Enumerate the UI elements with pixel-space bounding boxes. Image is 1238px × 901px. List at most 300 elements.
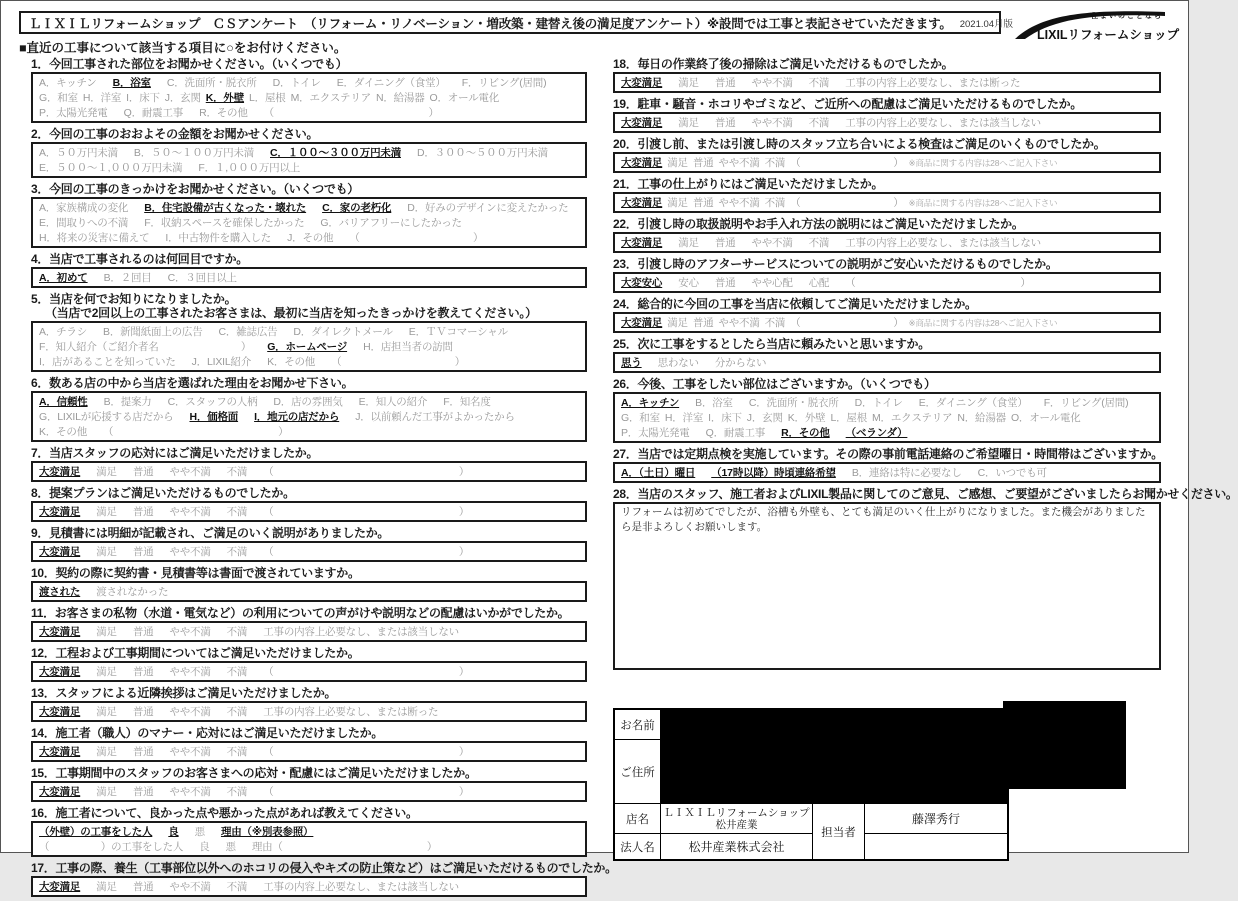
- option[interactable]: 分からない: [714, 357, 767, 369]
- option[interactable]: C．洗面所・脱衣所: [166, 77, 257, 89]
- question: [613, 217, 1161, 253]
- option-line: [39, 584, 579, 599]
- option-selected[interactable]: A．キッチン: [621, 397, 680, 409]
- question: [31, 861, 617, 897]
- option[interactable]: I．床下: [708, 412, 742, 424]
- option[interactable]: 普通: [132, 746, 154, 758]
- option[interactable]: K．その他: [267, 356, 316, 368]
- option[interactable]: やや不満: [169, 786, 211, 798]
- option[interactable]: やや不満: [169, 666, 211, 678]
- option[interactable]: J．玄関: [164, 92, 201, 104]
- lixil-logo: [1013, 9, 1180, 47]
- answer-box: [613, 152, 1161, 173]
- option-line: [621, 315, 1153, 330]
- option[interactable]: 不満: [226, 786, 248, 798]
- option-selected[interactable]: 思う: [621, 357, 642, 369]
- option-selected[interactable]: 大変満足: [39, 466, 81, 478]
- option-selected[interactable]: 大変満足: [39, 706, 81, 718]
- option-selected[interactable]: A．信頼性: [39, 396, 88, 408]
- answer-box: [31, 267, 587, 288]
- option[interactable]: 思わない: [657, 357, 699, 369]
- option[interactable]: E．ダイニング（食堂）: [336, 77, 446, 89]
- option[interactable]: 安心: [678, 277, 699, 289]
- question-title: 25．次に工事をするとしたら当店に頼みたいと思いますか。: [613, 337, 930, 351]
- option[interactable]: やや不満: [169, 706, 211, 718]
- option[interactable]: I．床下: [126, 92, 160, 104]
- corp-label: 法人名: [615, 834, 661, 859]
- option[interactable]: A．チラシ: [39, 326, 88, 338]
- option[interactable]: やや心配: [751, 277, 793, 289]
- option[interactable]: B．５０～１００万円未満: [133, 147, 255, 159]
- option[interactable]: 満足: [667, 317, 688, 329]
- option[interactable]: 普通: [132, 706, 154, 718]
- option[interactable]: やや不満: [751, 237, 793, 249]
- option[interactable]: 工事の内容上必要なし、または断った: [845, 77, 1021, 89]
- option-line: [621, 395, 1153, 410]
- option[interactable]: J．以前頼んだ工事がよかったから: [355, 411, 515, 423]
- option[interactable]: F．リビング(居間): [461, 77, 547, 89]
- info-table: [613, 708, 1009, 861]
- option[interactable]: 普通: [132, 666, 154, 678]
- question: [31, 566, 587, 602]
- question-title: 19．駐車・騒音・ホコリやゴミなど、ご近所への配慮はご満足いただけるものでしたか。: [613, 97, 1083, 111]
- name-label: お名前: [615, 710, 661, 740]
- option-line: [621, 355, 1153, 370]
- option-line: [621, 115, 1153, 130]
- question-title: 2．今回の工事のおおよその金額をお聞かせください。: [31, 127, 319, 141]
- option-note: ※商品に関する内容は28へご記入下さい: [908, 198, 1058, 208]
- option-selected[interactable]: 大変満足: [39, 506, 81, 518]
- version-label: 2021.04月版: [959, 18, 1014, 30]
- option[interactable]: H．洋室: [82, 92, 122, 104]
- option[interactable]: 工事の内容上必要なし、または該当しない: [845, 117, 1041, 129]
- option-selected[interactable]: 大変安心: [621, 277, 663, 289]
- option[interactable]: 普通: [132, 881, 154, 893]
- option[interactable]: やや不満: [718, 197, 760, 209]
- option-selected[interactable]: 渡された: [39, 586, 81, 598]
- question: [613, 337, 1161, 373]
- option[interactable]: 普通: [132, 506, 154, 518]
- option[interactable]: 普通: [714, 237, 736, 249]
- option-line: [621, 195, 1153, 210]
- option-selected[interactable]: H．価格面: [189, 411, 239, 423]
- option[interactable]: Q．耐震工事: [123, 107, 184, 119]
- option[interactable]: （ ）: [790, 157, 904, 169]
- option-line: [621, 410, 1153, 425]
- option[interactable]: やや不満: [718, 317, 760, 329]
- option-line: [621, 425, 1153, 440]
- option[interactable]: （ ）: [103, 426, 289, 438]
- option[interactable]: 渡されなかった: [96, 586, 169, 598]
- answer-box: [613, 312, 1161, 333]
- option[interactable]: やや不満: [751, 117, 793, 129]
- option[interactable]: 不満: [226, 466, 248, 478]
- option[interactable]: （ ）: [331, 356, 466, 368]
- option[interactable]: B．浴室: [695, 397, 733, 409]
- option[interactable]: B．提案力: [103, 396, 152, 408]
- option[interactable]: 満足: [678, 117, 699, 129]
- option[interactable]: E．５００～１,０００万円未満: [39, 162, 183, 174]
- option-line: [39, 105, 579, 120]
- option[interactable]: Q．耐震工事: [705, 427, 766, 439]
- option[interactable]: 満足: [96, 666, 117, 678]
- option-line: [39, 75, 579, 90]
- answer-box: [613, 72, 1161, 93]
- option[interactable]: 満足: [96, 546, 117, 558]
- option[interactable]: （ ）: [263, 786, 470, 798]
- option[interactable]: 不満: [226, 666, 248, 678]
- option[interactable]: K．外壁: [787, 412, 826, 424]
- option[interactable]: やや不満: [169, 746, 211, 758]
- question: [613, 447, 1161, 483]
- option[interactable]: H．店担当者の訪問: [363, 341, 453, 353]
- option[interactable]: （ ）: [790, 197, 904, 209]
- option[interactable]: 満足: [96, 746, 117, 758]
- answer-box: [613, 392, 1161, 443]
- option[interactable]: 工事の内容上必要なし、または該当しない: [263, 881, 459, 893]
- question: [31, 726, 587, 762]
- option-line: [39, 324, 579, 339]
- option[interactable]: O．オール電化: [429, 92, 500, 104]
- question: [613, 57, 1161, 93]
- option[interactable]: C．いつでも可: [977, 467, 1047, 479]
- redacted-name-value: [661, 710, 1007, 740]
- option[interactable]: 工事の内容上必要なし、または該当しない: [263, 626, 459, 638]
- option[interactable]: 満足: [96, 706, 117, 718]
- option-selected[interactable]: A．初めて: [39, 272, 88, 284]
- answer-box: [31, 72, 587, 123]
- option[interactable]: （ ）: [263, 666, 470, 678]
- question-title: 17．工事の際、養生（工事部位以外へのホコリの侵入やキズの防止策など）はご満足いただけるものでしたか。: [31, 861, 617, 875]
- question-title: 24．総合的に今回の工事を当店に依頼してご満足いただけましたか。: [613, 297, 977, 311]
- question-title: 1．今回工事された部位をお聞かせください。（いくつでも）: [31, 57, 348, 71]
- option-line: [39, 409, 579, 424]
- option[interactable]: 満足: [96, 506, 117, 518]
- option[interactable]: D．好みのデザインに変えたかった: [407, 202, 569, 214]
- option[interactable]: 普通: [132, 466, 154, 478]
- option-selected[interactable]: 大変満足: [39, 546, 81, 558]
- option[interactable]: 不満: [808, 237, 830, 249]
- answer-box: [31, 876, 587, 897]
- option[interactable]: H．将来の災害に備えて: [39, 232, 150, 244]
- option[interactable]: やや不満: [169, 506, 211, 518]
- option[interactable]: I．店があることを知っていた: [39, 356, 176, 368]
- section-heading: ■直近の工事について該当する項目に○をお付けください。: [19, 41, 347, 55]
- option[interactable]: E．知人の紹介: [358, 396, 428, 408]
- option[interactable]: （ ）: [263, 746, 470, 758]
- question: [31, 486, 587, 522]
- option-selected[interactable]: 大変満足: [621, 157, 663, 169]
- question-title: 13．スタッフによる近隣挨拶はご満足いただけましたか。: [31, 686, 337, 700]
- option-line: [39, 624, 579, 639]
- option[interactable]: （ ）: [790, 317, 904, 329]
- option[interactable]: B．２回目: [103, 272, 152, 284]
- answer-box: [613, 502, 1161, 670]
- option[interactable]: 心配: [808, 277, 830, 289]
- question-title: 26．今後、工事をしたい部位はございますか。（いくつでも）: [613, 377, 936, 391]
- question-title: 4．当店で工事されるのは何回目ですか。: [31, 252, 248, 266]
- option[interactable]: 不満: [764, 197, 786, 209]
- option[interactable]: 不満: [808, 117, 830, 129]
- question-title: 28．当店のスタッフ、施工者およびLIXIL製品に関してのご意見、ご感想、ご要望がございましたらお聞かせください。: [613, 487, 1238, 501]
- option[interactable]: 普通: [132, 626, 154, 638]
- option[interactable]: M．エクステリア: [290, 92, 371, 104]
- option[interactable]: L．屋根: [830, 412, 868, 424]
- option-selected[interactable]: （ベランダ）: [845, 427, 908, 439]
- option[interactable]: 満足: [96, 881, 117, 893]
- option[interactable]: 普通: [692, 197, 714, 209]
- option[interactable]: G．バリアフリーにしたかった: [320, 217, 462, 229]
- question-title: 16．施工者について、良かった点や悪かった点があれば教えてください。: [31, 806, 418, 820]
- option[interactable]: （ ）: [263, 506, 470, 518]
- question: [31, 57, 587, 123]
- option[interactable]: J．その他: [287, 232, 334, 244]
- option[interactable]: 不満: [226, 546, 248, 558]
- option[interactable]: 普通: [132, 546, 154, 558]
- option-selected[interactable]: 大変満足: [621, 77, 663, 89]
- option-line: [39, 784, 579, 799]
- option[interactable]: C．雑誌広告: [218, 326, 278, 338]
- option[interactable]: 満足: [96, 626, 117, 638]
- option[interactable]: N．給湯器: [375, 92, 425, 104]
- option-selected[interactable]: B．住宅設備が古くなった・壊れた: [144, 202, 307, 214]
- question-title: 23．引渡し時のアフターサービスについての説明がご安心いただけるものでしたか。: [613, 257, 1058, 271]
- option[interactable]: 悪: [225, 841, 236, 853]
- question-title: 6．数ある店の中から当店を選ばれた理由をお聞かせ下さい。: [31, 376, 354, 390]
- option-selected[interactable]: 大変満足: [621, 317, 663, 329]
- option[interactable]: 普通: [692, 157, 714, 169]
- option-line: [621, 235, 1153, 250]
- option-line: [621, 75, 1153, 90]
- option-line: [39, 339, 579, 354]
- option[interactable]: やや不満: [169, 881, 211, 893]
- question-title: 3．今回の工事のきっかけをお聞かせください。（いくつでも）: [31, 182, 359, 196]
- option[interactable]: B．新聞紙面上の広告: [103, 326, 203, 338]
- option-selected[interactable]: B．浴室: [112, 77, 151, 89]
- option[interactable]: A．キッチン: [39, 77, 97, 89]
- option[interactable]: 満足: [678, 77, 699, 89]
- option[interactable]: やや不満: [718, 157, 760, 169]
- option[interactable]: 普通: [714, 277, 736, 289]
- question: [613, 377, 1161, 443]
- option[interactable]: （ ）: [263, 107, 439, 119]
- question: [31, 806, 587, 857]
- option[interactable]: やや不満: [169, 466, 211, 478]
- option[interactable]: D．トイレ: [854, 397, 903, 409]
- option[interactable]: 満足: [667, 197, 688, 209]
- answer-box: [31, 701, 587, 722]
- option-selected[interactable]: 大変満足: [39, 786, 81, 798]
- option[interactable]: C．スタッフの人柄: [167, 396, 258, 408]
- option-selected[interactable]: 良: [168, 826, 179, 838]
- option[interactable]: 満足: [678, 237, 699, 249]
- option-line: [39, 504, 579, 519]
- option[interactable]: 満足: [96, 786, 117, 798]
- option[interactable]: R．その他: [199, 107, 248, 119]
- option[interactable]: E．間取りへの不満: [39, 217, 129, 229]
- option-line: [39, 664, 579, 679]
- question: [31, 127, 587, 178]
- option[interactable]: I．中古物件を購入した: [165, 232, 272, 244]
- option[interactable]: （ ）: [845, 277, 1031, 289]
- option[interactable]: P．太陽光発電: [621, 427, 690, 439]
- option-line: [621, 155, 1153, 170]
- option[interactable]: 不満: [226, 506, 248, 518]
- answer-box: [31, 741, 587, 762]
- option[interactable]: 普通: [132, 786, 154, 798]
- option[interactable]: F．１,０００万円以上: [198, 162, 301, 174]
- option[interactable]: 不満: [226, 706, 248, 718]
- option[interactable]: 良: [199, 841, 210, 853]
- option[interactable]: B．連絡は特に必要なし: [851, 467, 962, 479]
- option-selected[interactable]: I．地元の店だから: [254, 411, 340, 423]
- option[interactable]: やや不満: [169, 626, 211, 638]
- option[interactable]: 工事の内容上必要なし、または該当しない: [845, 237, 1041, 249]
- option-selected[interactable]: 大変満足: [621, 237, 663, 249]
- option[interactable]: 不満: [808, 77, 830, 89]
- option-selected[interactable]: 理由（※別表参照）: [220, 826, 314, 838]
- option[interactable]: K．その他: [39, 426, 88, 438]
- option-selected[interactable]: C．家の老朽化: [322, 202, 392, 214]
- option-selected[interactable]: G．ホームページ: [267, 341, 348, 353]
- answer-box: [31, 821, 587, 857]
- question-title: 20．引渡し前、または引渡し時のスタッフ立ち合いによる検査はご満足のいくものでしたか。: [613, 137, 1106, 151]
- option-line: [621, 275, 1153, 290]
- option-line: [39, 230, 579, 245]
- question-title: 12．工程および工事期間についてはご満足いただけましたか。: [31, 646, 360, 660]
- question-title: 10．契約の際に契約書・見積書等は書面で渡されていますか。: [31, 566, 360, 580]
- option[interactable]: A．５０万円未満: [39, 147, 118, 159]
- option-selected[interactable]: 大変満足: [39, 881, 81, 893]
- option-line: [39, 744, 579, 759]
- logo-tagline: 住まいのことなら: [1091, 13, 1163, 20]
- option-note: ※商品に関する内容は28へご記入下さい: [908, 158, 1058, 168]
- question: [31, 252, 587, 288]
- option[interactable]: F．収納スペースを確保したかった: [144, 217, 305, 229]
- option[interactable]: F．リビング(居間): [1043, 397, 1129, 409]
- option-selected[interactable]: （17時以降）時頃連絡希望: [711, 467, 836, 479]
- option[interactable]: 不満: [226, 881, 248, 893]
- question: [613, 97, 1161, 133]
- answer-box: [31, 391, 587, 442]
- option[interactable]: D．店の雰囲気: [273, 396, 343, 408]
- store-value-line2: 松井産業: [715, 818, 758, 831]
- option[interactable]: P．太陽光発電: [39, 107, 108, 119]
- answer-box: [31, 142, 587, 178]
- option[interactable]: D．トイレ: [272, 77, 321, 89]
- option[interactable]: 不満: [764, 157, 786, 169]
- option[interactable]: M．エクステリア: [872, 412, 953, 424]
- option[interactable]: やや不満: [751, 77, 793, 89]
- option[interactable]: N．給湯器: [957, 412, 1006, 424]
- option[interactable]: A．家族構成の変化: [39, 202, 129, 214]
- form-title: ＬＩＸＩＬリフォームショップ ＣＳアンケート （リフォーム・リノベーション・増改築・建替え後の満足度アンケート）※設問では工事と表記させていただきます。: [29, 16, 952, 31]
- option-line: [39, 90, 579, 105]
- option-selected[interactable]: C．１００～３００万円未満: [270, 147, 401, 159]
- question: [31, 292, 587, 372]
- option-line: [39, 424, 579, 439]
- question: [31, 526, 587, 562]
- question-title: 15．工事期間中のスタッフのお客さまへの応対・配慮にはご満足いただけましたか。: [31, 766, 477, 780]
- redacted-address-value: [661, 740, 1007, 804]
- option[interactable]: E．ＴＶコマーシャル: [408, 326, 508, 338]
- option[interactable]: C．洗面所・脱衣所: [748, 397, 839, 409]
- question: [31, 646, 587, 682]
- question-title: 22．引渡し時の取扱説明やお手入れ方法の説明にはご満足いただけましたか。: [613, 217, 1024, 231]
- option-selected[interactable]: 大変満足: [39, 746, 81, 758]
- option-line: [39, 394, 579, 409]
- option[interactable]: D．３００～５００万円未満: [417, 147, 548, 159]
- form-title-box: [19, 11, 1014, 34]
- left-column: [31, 57, 617, 901]
- option[interactable]: （ ）の工事をした人: [39, 841, 184, 853]
- option-selected[interactable]: R．その他: [781, 427, 830, 439]
- option[interactable]: 不満: [226, 746, 248, 758]
- question-title: 27．当店では定期点検を実施しています。その際の事前電話連絡のご希望曜日・時間帯はございますか。: [613, 447, 1163, 461]
- option[interactable]: 満足: [96, 466, 117, 478]
- option[interactable]: G．和室: [39, 92, 78, 104]
- option-selected[interactable]: 大変満足: [621, 117, 663, 129]
- option-selected[interactable]: A．（土日）曜日: [621, 467, 696, 479]
- question: [31, 766, 587, 802]
- option[interactable]: （ ）: [263, 546, 470, 558]
- option-line: [39, 464, 579, 479]
- answer-box: [613, 462, 1161, 483]
- question-title: 18．毎日の作業終了後の掃除はご満足いただけるものでしたか。: [613, 57, 954, 71]
- option[interactable]: （ ）: [349, 232, 484, 244]
- option[interactable]: G．LIXILが応援する店だから: [39, 411, 174, 423]
- address-label: ご住所: [615, 740, 661, 804]
- option[interactable]: 普通: [714, 117, 736, 129]
- option[interactable]: E．ダイニング（食堂）: [918, 397, 1028, 409]
- option[interactable]: G．和室: [621, 412, 660, 424]
- option-selected[interactable]: （外壁）の工事をした人: [39, 826, 153, 838]
- option[interactable]: H．洋室: [664, 412, 704, 424]
- option[interactable]: J．LIXIL紹介: [191, 356, 252, 368]
- option[interactable]: 普通: [692, 317, 714, 329]
- option-selected[interactable]: 大変満足: [39, 666, 81, 678]
- option[interactable]: 工事の内容上必要なし、または断った: [263, 706, 439, 718]
- logo-name: LIXILリフォームショップ: [1037, 28, 1180, 42]
- option-line: [39, 544, 579, 559]
- question: [613, 257, 1161, 293]
- option[interactable]: 不満: [764, 317, 786, 329]
- option[interactable]: D．ダイレクトメール: [293, 326, 393, 338]
- question-title: 9．見積書には明細が記載され、ご満足のいく説明がありましたか。: [31, 526, 390, 540]
- comment-text[interactable]: リフォームは初めてでしたが、浴槽も外壁も、とても満足のいく仕上がりになりました。また機会がありましたら是非よろしくお願いします。: [621, 506, 1146, 533]
- option[interactable]: 満足: [667, 157, 688, 169]
- option-selected[interactable]: 大変満足: [621, 197, 663, 209]
- option[interactable]: F．知人紹介（ご紹介者名 ）: [39, 341, 252, 353]
- option[interactable]: 悪: [194, 826, 205, 838]
- option-line: [39, 145, 579, 160]
- option[interactable]: C．３回目以上: [167, 272, 237, 284]
- option-selected[interactable]: K．外壁: [205, 92, 245, 104]
- option[interactable]: O．オール電化: [1010, 412, 1081, 424]
- option[interactable]: 不満: [226, 626, 248, 638]
- option[interactable]: （ ）: [263, 466, 470, 478]
- option-selected[interactable]: 大変満足: [39, 626, 81, 638]
- option[interactable]: L．屋根: [249, 92, 286, 104]
- option[interactable]: F．知名度: [443, 396, 491, 408]
- answer-box: [31, 541, 587, 562]
- option[interactable]: やや不満: [169, 546, 211, 558]
- answer-box: [31, 501, 587, 522]
- question: [31, 686, 587, 722]
- option[interactable]: 理由（ ）: [251, 841, 438, 853]
- option[interactable]: J．玄関: [746, 412, 783, 424]
- option[interactable]: 普通: [714, 77, 736, 89]
